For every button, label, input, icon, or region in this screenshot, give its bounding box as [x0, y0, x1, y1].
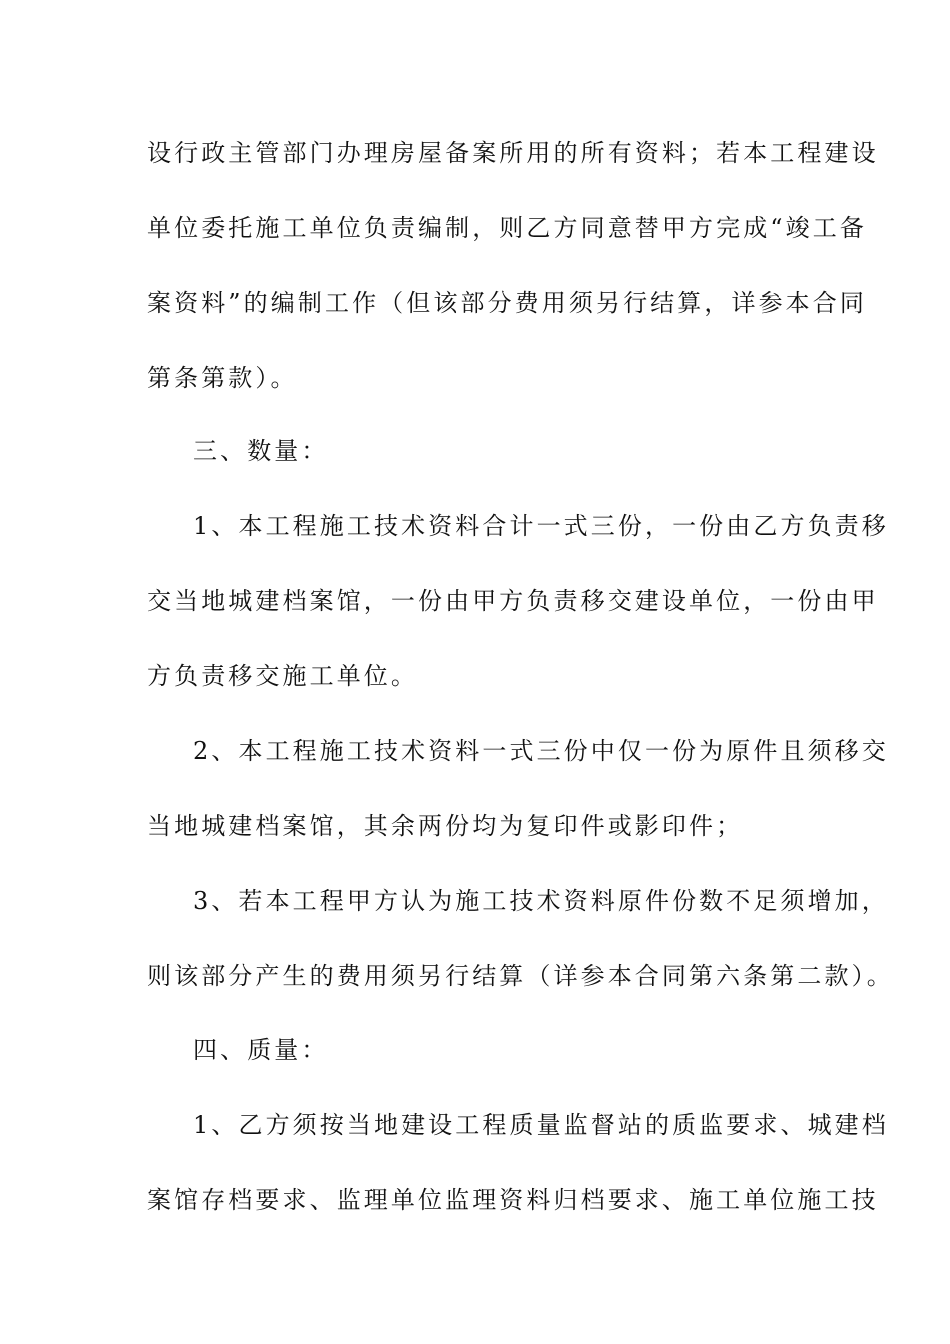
body-text-line: 交当地城建档案馆，一份由甲方负责移交建设单位，一份由甲: [147, 587, 879, 615]
body-text-line: 当地城建档案馆，其余两份均为复印件或影印件；: [147, 812, 744, 840]
section-heading-quantity: 三、数量：: [193, 437, 329, 465]
body-text-line: 1、乙方须按当地建设工程质量监督站的质监要求、城建档: [193, 1111, 889, 1139]
body-text-line: 第条第款）。: [147, 364, 298, 392]
body-text-line: 设行政主管部门办理房屋备案所用的所有资料；若本工程建设: [147, 139, 879, 167]
body-text-line: 则该部分产生的费用须另行结算（详参本合同第六条第二款）。: [147, 962, 894, 990]
body-text-line: 单位委托施工单位负责编制，则乙方同意替甲方完成“竣工备: [147, 214, 867, 242]
body-text-line: 2、本工程施工技术资料一式三份中仅一份为原件且须移交: [193, 737, 889, 765]
body-text-line: 案馆存档要求、监理单位监理资料归档要求、施工单位施工技: [147, 1186, 879, 1214]
body-text-line: 案资料”的编制工作（但该部分费用须另行结算，详参本合同: [147, 289, 867, 317]
body-text-line: 3、若本工程甲方认为施工技术资料原件份数不足须增加，: [193, 887, 889, 915]
section-heading-quality: 四、质量：: [193, 1036, 329, 1064]
body-text-line: 1、本工程施工技术资料合计一式三份，一份由乙方负责移: [193, 512, 889, 540]
body-text-line: 方负责移交施工单位。: [147, 662, 418, 690]
